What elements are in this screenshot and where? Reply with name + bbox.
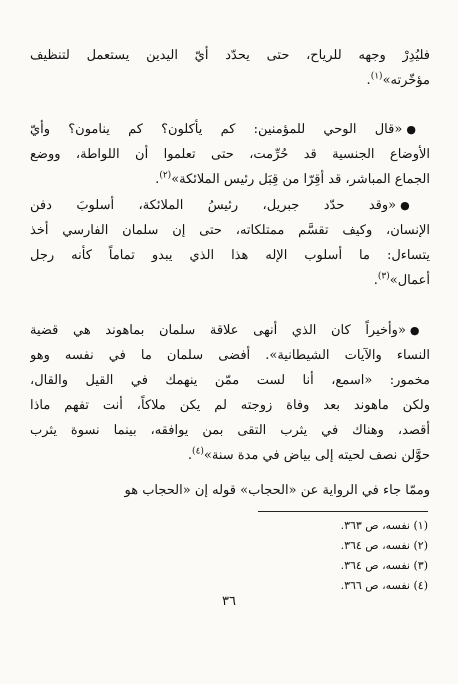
bullet-icon: ● [406,123,430,136]
text-line [30,343,430,368]
text-line [30,318,430,343]
line-text: «قال الوحي للمؤمنين: كم يأكلون؟ كم ينامون؟ وأيّ [30,122,403,137]
text-line [30,68,430,93]
footnote-separator [258,511,428,512]
line-tail: . [187,448,193,463]
line-text: الأوضاع الجنسية قد حُرِّمت، حتى تعلموا أن اللواطة، ووضع [30,147,430,162]
text-line [30,268,430,293]
line-text: «وأخيراً كان الذي أنهى علاقة سلمان بماهوند هي قضية [30,323,406,338]
line-text: يتساءل: ما أسلوب الإله هذا الذي يبدو تماماً كأنه رجل [30,248,430,263]
text-line [30,418,430,443]
line-text: حوَّلن نصف لحيته إلى بياض في مدة سنة» [203,448,430,463]
text-line [30,478,430,503]
line-text: ولكن ماهوند بعد وفاة زوجته لم يكن ملاكاً، أنت تفهم ماذا [30,398,430,413]
paragraph [30,117,430,192]
line-text: أقصد، وهناك في يثرب التقى بمن يوافقه، بينما نسوة يثرب [30,423,430,438]
line-tail: . [366,73,371,88]
footnote: (٤) نفسه، ص ٣٦٦. [340,579,428,592]
bullet-icon: ● [409,324,430,337]
line-text: أعمال» [389,273,430,288]
text-line [30,368,430,393]
line-text: مخمور: «اسمع، أنا لست ممّن ينهمك في القيل والقال، [30,373,430,388]
line-text: النساء والآيات الشيطانية». أفضى سلمان ما في نفسه وهو [30,348,430,363]
text-line [30,43,430,68]
footnotes [228,516,428,596]
text-line [30,142,430,167]
footnote: (١) نفسه، ص ٣٦٣. [340,519,428,532]
text-line [30,393,430,418]
line-text: الإنسان، وكيف تقسَّم ممتلكاته، حتى إن سلمان الفارسي أخذ [30,223,430,238]
line-tail: . [373,273,378,288]
bullet-icon: ● [400,199,430,212]
line-text: الجماع المباشر، قد أقِرّا من قِبَل رئيس الملائكة» [171,172,430,187]
footnote: (٣) نفسه، ص ٣٦٤. [340,559,428,572]
text-line [30,218,430,243]
text-line [30,193,430,218]
line-text: فليُدِرْ وجهه للرياح، حتى يحدّد أيّ اليدين يستعمل لتنظيف [30,48,430,63]
paragraph [30,193,430,293]
text-line [30,117,430,142]
footnote-ref: (٢) [159,170,172,181]
footnote-ref: (١) [370,71,383,82]
paragraph [30,43,430,93]
text-line [30,443,430,468]
footnote-ref: (٣) [377,271,390,282]
footnote: (٢) نفسه، ص ٣٦٤. [340,539,428,552]
line-text: «وقد حدّد جبريل، رئيسُ الملائكة، أسلوبَ دفن [30,198,397,213]
line-tail: . [155,172,160,187]
footnote-ref: (٤) [192,446,204,457]
text-line [30,243,430,268]
paragraph [30,318,430,468]
paragraph [30,478,430,503]
line-text: مؤخّرته» [382,73,430,88]
line-text: وممّا جاء في الرواية عن «الحجاب» قوله إن «الحجاب هو [124,483,430,498]
text-line [30,167,430,192]
page-number: ٣٦ [222,594,236,609]
